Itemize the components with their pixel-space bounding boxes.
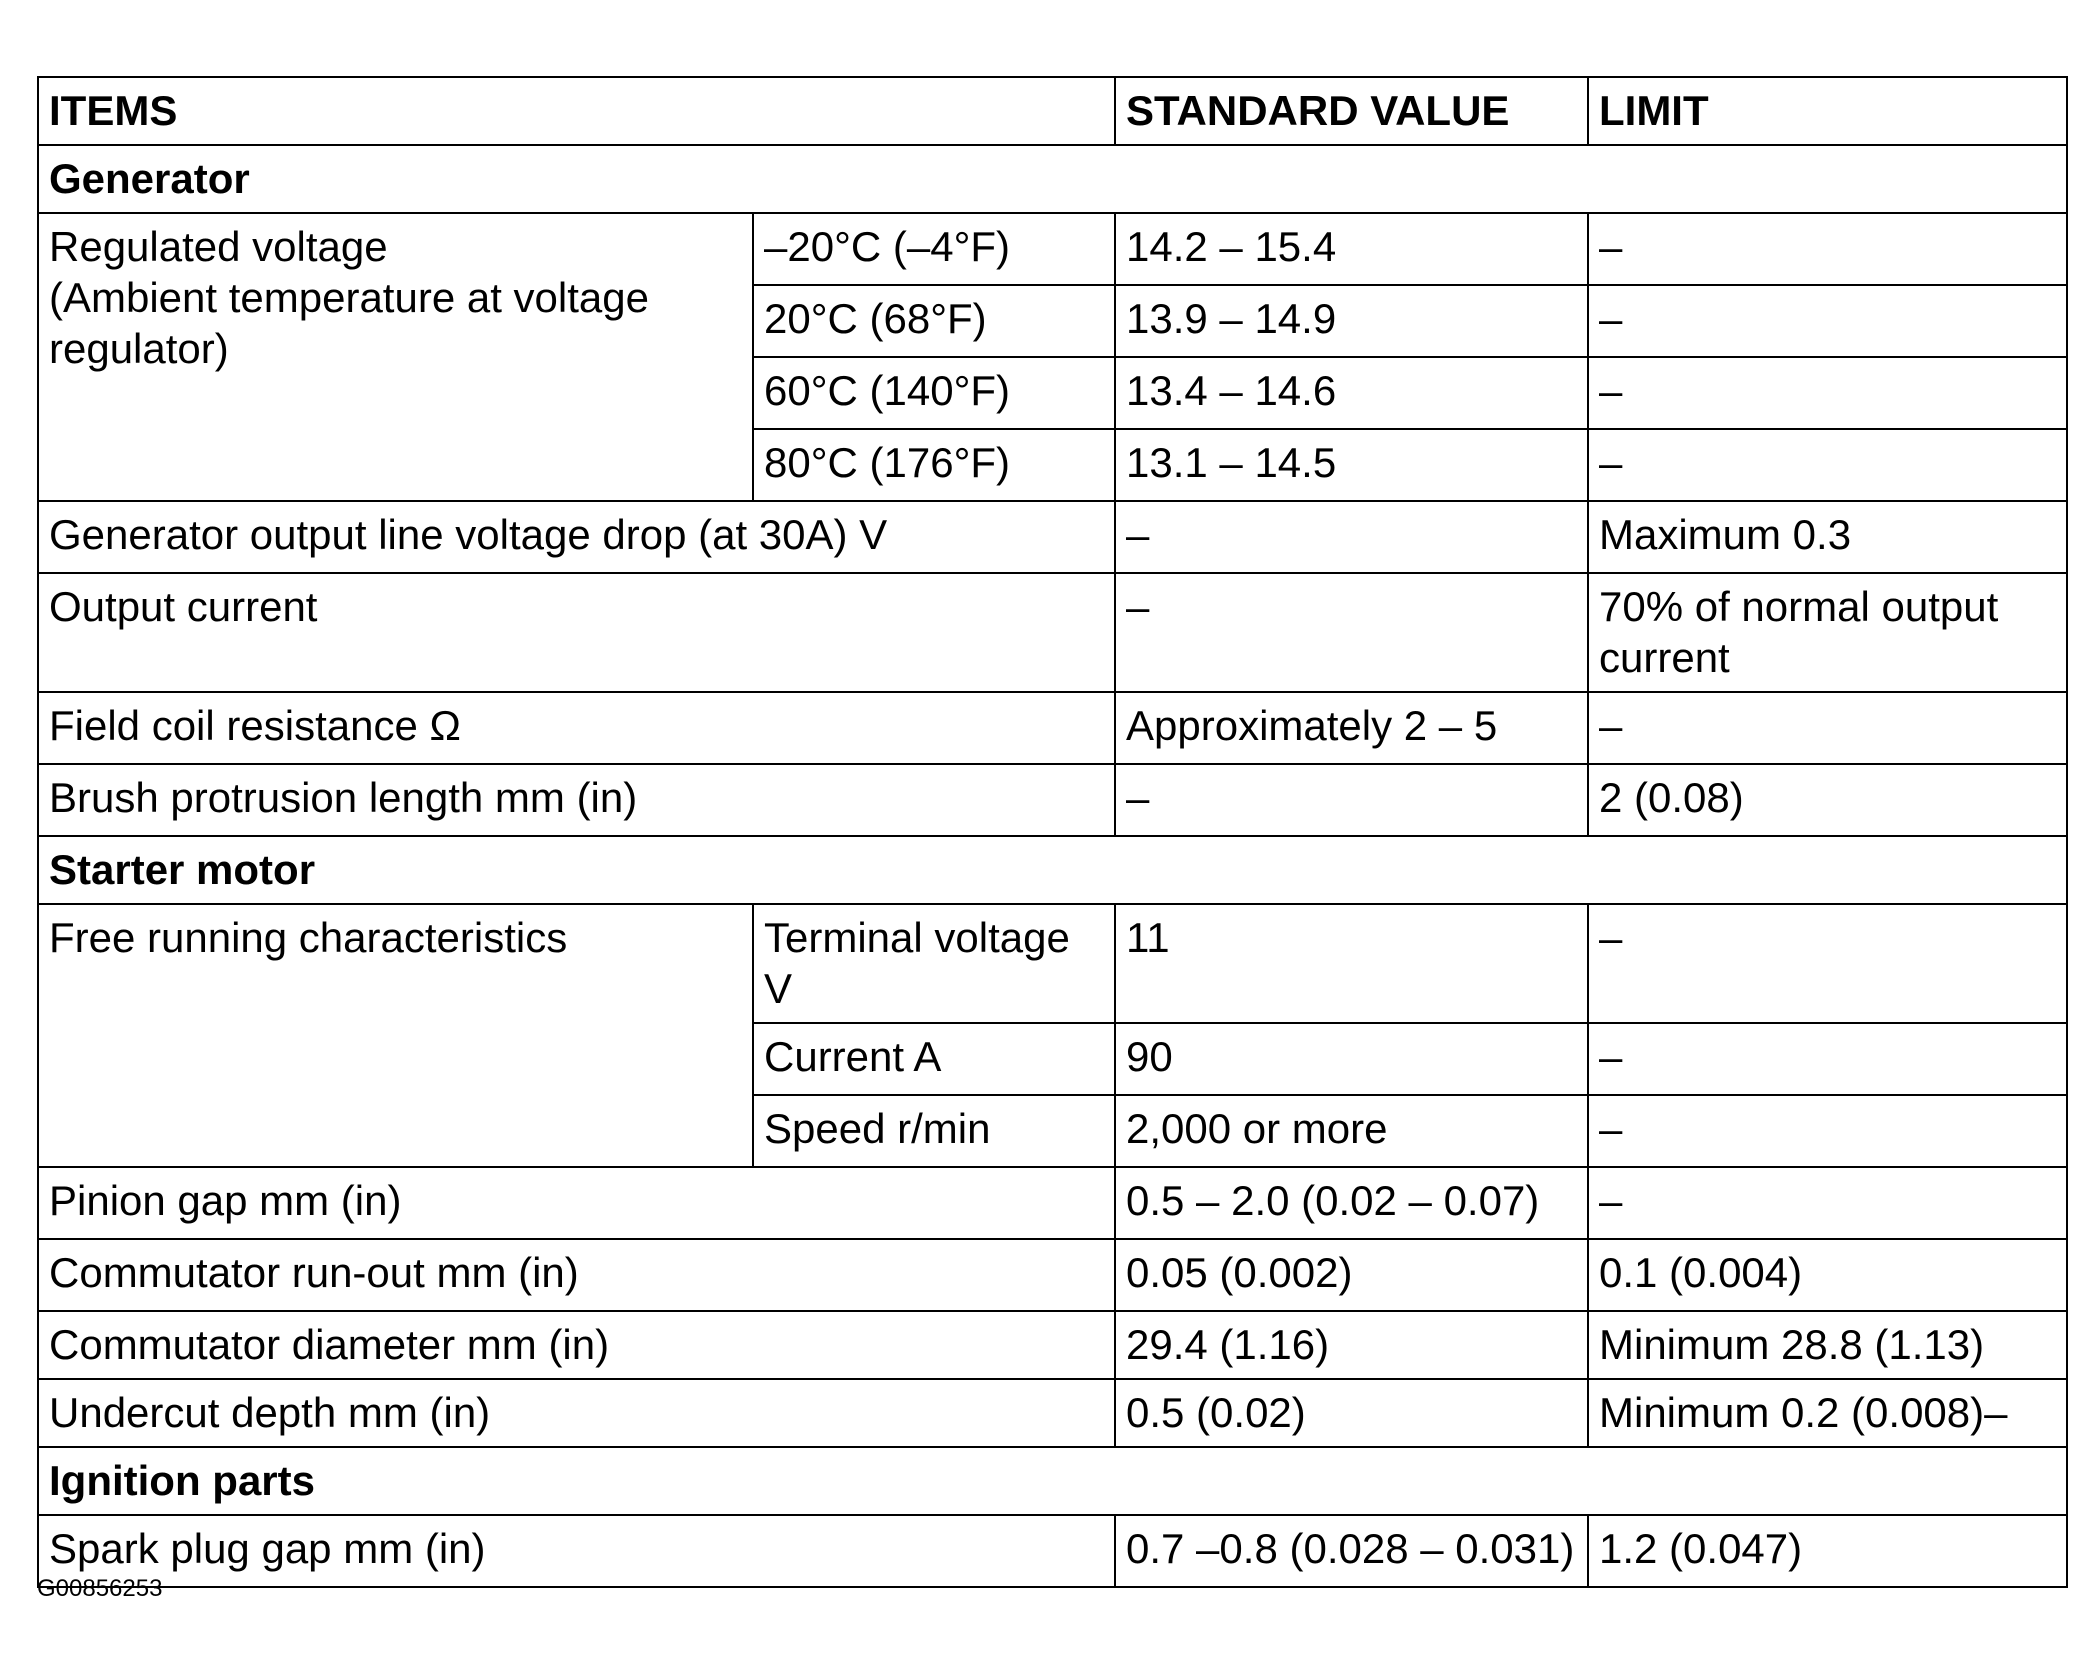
- limit-cell: Minimum 28.8 (1.13): [1588, 1311, 2067, 1379]
- standard-value-cell: 0.7 –0.8 (0.028 – 0.031): [1115, 1515, 1588, 1587]
- section-title-starter-motor: Starter motor: [38, 836, 2067, 904]
- table-row: [38, 692, 2067, 764]
- condition-cell: 20°C (68°F): [753, 285, 1115, 357]
- section-title-ignition-parts: Ignition parts: [38, 1447, 2067, 1515]
- standard-value-cell: 13.4 – 14.6: [1115, 357, 1588, 429]
- standard-value-cell: 0.5 – 2.0 (0.02 – 0.07): [1115, 1167, 1588, 1239]
- standard-value-cell: 29.4 (1.16): [1115, 1311, 1588, 1379]
- limit-cell: 2 (0.08): [1588, 764, 2067, 836]
- limit-cell: –: [1588, 357, 2067, 429]
- section-row-ignition-parts: [38, 1447, 2067, 1515]
- section-title-generator: Generator: [38, 145, 2067, 213]
- table-header-row: [38, 77, 2067, 145]
- section-row-starter-motor: [38, 836, 2067, 904]
- limit-cell: 1.2 (0.047): [1588, 1515, 2067, 1587]
- standard-value-cell: 90: [1115, 1023, 1588, 1095]
- condition-cell: 60°C (140°F): [753, 357, 1115, 429]
- limit-cell: –: [1588, 904, 2067, 1023]
- condition-cell: Speed r/min: [753, 1095, 1115, 1167]
- table-row: [38, 904, 2067, 1023]
- standard-value-cell: 14.2 – 15.4: [1115, 213, 1588, 285]
- table-row: [38, 573, 2067, 692]
- table-row: [38, 1311, 2067, 1379]
- item-cell: Commutator run-out mm (in): [38, 1239, 1115, 1311]
- table-row: [38, 1239, 2067, 1311]
- standard-value-cell: 2,000 or more: [1115, 1095, 1588, 1167]
- limit-cell: Maximum 0.3: [1588, 501, 2067, 573]
- item-cell: Output current: [38, 573, 1115, 692]
- condition-cell: Current A: [753, 1023, 1115, 1095]
- standard-value-cell: 11: [1115, 904, 1588, 1023]
- standard-value-cell: –: [1115, 764, 1588, 836]
- limit-cell: –: [1588, 1095, 2067, 1167]
- free-running-label: Free running characteristics: [38, 904, 753, 1167]
- limit-cell: –: [1588, 692, 2067, 764]
- table-row: [38, 1515, 2067, 1587]
- item-cell: Undercut depth mm (in): [38, 1379, 1115, 1447]
- table-row: [38, 501, 2067, 573]
- standard-value-cell: 0.5 (0.02): [1115, 1379, 1588, 1447]
- standard-value-cell: 0.05 (0.002): [1115, 1239, 1588, 1311]
- table-row: [38, 1379, 2067, 1447]
- item-cell: Generator output line voltage drop (at 30A) V: [38, 501, 1115, 573]
- specifications-table: [37, 76, 2068, 1588]
- item-cell: Field coil resistance Ω: [38, 692, 1115, 764]
- table-row: [38, 764, 2067, 836]
- section-row-generator: [38, 145, 2067, 213]
- standard-value-cell: 13.9 – 14.9: [1115, 285, 1588, 357]
- limit-cell: –: [1588, 1167, 2067, 1239]
- standard-value-cell: –: [1115, 501, 1588, 573]
- standard-value-cell: –: [1115, 573, 1588, 692]
- limit-cell: Minimum 0.2 (0.008)–: [1588, 1379, 2067, 1447]
- limit-cell: –: [1588, 285, 2067, 357]
- condition-cell: –20°C (–4°F): [753, 213, 1115, 285]
- header-standard-value: STANDARD VALUE: [1115, 77, 1588, 145]
- item-cell: Spark plug gap mm (in): [38, 1515, 1115, 1587]
- standard-value-cell: Approximately 2 – 5: [1115, 692, 1588, 764]
- limit-cell: –: [1588, 1023, 2067, 1095]
- condition-cell: Terminal voltage V: [753, 904, 1115, 1023]
- header-items: ITEMS: [38, 77, 1115, 145]
- header-limit: LIMIT: [1588, 77, 2067, 145]
- limit-cell: 0.1 (0.004): [1588, 1239, 2067, 1311]
- limit-cell: –: [1588, 429, 2067, 501]
- standard-value-cell: 13.1 – 14.5: [1115, 429, 1588, 501]
- item-cell: Commutator diameter mm (in): [38, 1311, 1115, 1379]
- table-row: [38, 213, 2067, 285]
- limit-cell: –: [1588, 213, 2067, 285]
- table-row: [38, 1167, 2067, 1239]
- regulated-voltage-label: Regulated voltage (Ambient temperature at voltage regulator): [38, 213, 753, 501]
- item-cell: Brush protrusion length mm (in): [38, 764, 1115, 836]
- condition-cell: 80°C (176°F): [753, 429, 1115, 501]
- limit-cell: 70% of normal output current: [1588, 573, 2067, 692]
- figure-id: G00856253: [37, 1575, 163, 1602]
- item-cell: Pinion gap mm (in): [38, 1167, 1115, 1239]
